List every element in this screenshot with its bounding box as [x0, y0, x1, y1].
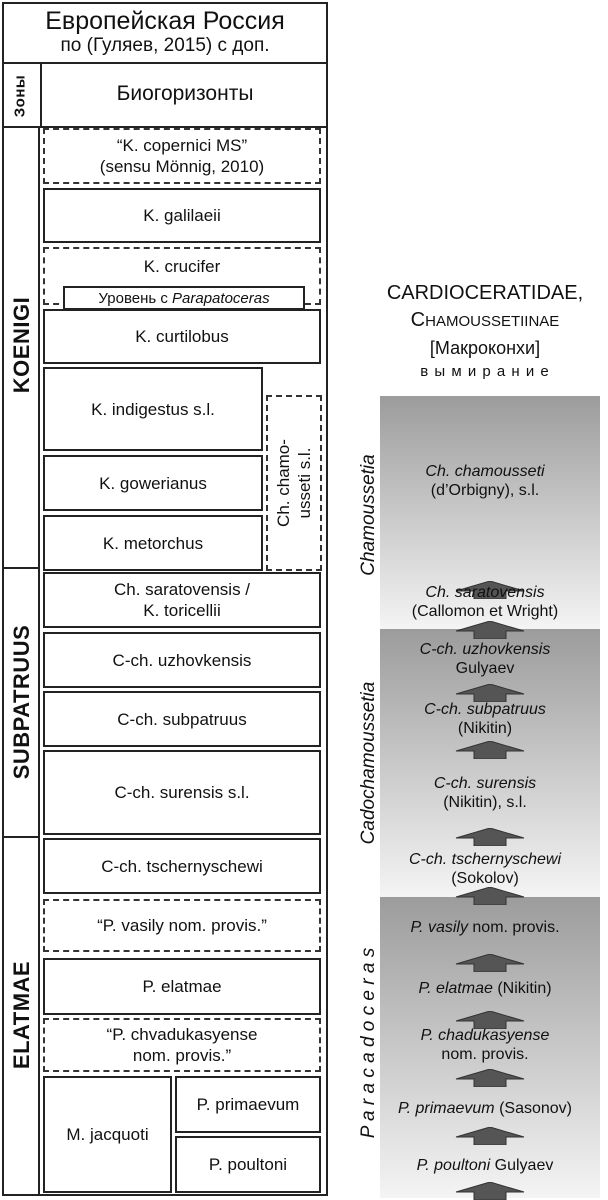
biohorizon-copernici-line1: “K. copernici MS” — [116, 136, 248, 155]
up-arrow-icon — [452, 887, 528, 905]
biohorizon-chvadukasyense-line1: “P. chvadukasyense — [106, 1025, 258, 1044]
biohorizon-uzhovkensis-label: C-ch. uzhovkensis — [112, 650, 252, 670]
zone-subpatruus: SUBPATRUUS — [9, 624, 34, 780]
subfamily-name: CHAMOUSSETIINAE — [410, 309, 560, 331]
biohorizon-elatmae-label: P. elatmae — [142, 977, 222, 996]
extinction-label: в ы м и р а н и е — [420, 363, 550, 380]
biohorizon-saratovensis — [43, 572, 321, 628]
biohorizons-header-label: Биогоризонты — [116, 82, 254, 105]
biohorizon-curtilobus-label: K. curtilobus — [135, 327, 229, 346]
biohorizon-gowerianus — [43, 455, 263, 511]
biohorizon-copernici-line2: (sensu Mönnig, 2010) — [99, 157, 265, 176]
biohorizon-tschernyschewi-label: C-ch. tschernyschewi — [101, 856, 263, 876]
right-panel-title — [362, 282, 608, 380]
biohorizon-jacquoti-label: M. jacquoti — [66, 1125, 149, 1144]
biohorizon-crucifer-label: K. crucifer — [143, 257, 221, 276]
table-header — [2, 2, 328, 64]
zone-elatmae: ELATMAE — [9, 960, 34, 1070]
zone-divider — [2, 836, 40, 838]
chamousseti-side-line1: Ch. chamo- — [274, 439, 293, 527]
biohorizon-chvadukasyense — [43, 1018, 321, 1072]
biohorizon-copernici — [43, 128, 321, 184]
biohorizon-metorchus — [43, 515, 263, 571]
biohorizon-surensis-label: C-ch. surensis s.l. — [114, 783, 250, 802]
biohorizon-curtilobus — [43, 309, 321, 364]
biohorizon-vasily — [43, 899, 321, 952]
biohorizons-header — [40, 62, 328, 128]
species-vasily: P. vasily nom. provis. — [410, 919, 560, 936]
biohorizon-saratovensis-line2: K. toricellii — [143, 601, 221, 620]
biohorizon-poultoni — [175, 1136, 321, 1193]
genus-chamoussetia: Chamoussetia — [358, 454, 379, 576]
up-arrow-icon — [452, 621, 528, 639]
species-primaevum: P. primaevum (Sasonov) — [397, 1100, 572, 1117]
species-saratovensis: Ch. saratovensis (Callomon et Wright) — [411, 584, 559, 620]
up-arrow-icon — [452, 741, 528, 759]
biohorizon-indigestus — [43, 367, 263, 451]
species-tschernyschewi: C-ch. tschernyschewi (Sokolov) — [408, 851, 562, 887]
biohorizon-indigestus-label: K. indigestus s.l. — [91, 399, 215, 419]
biohorizon-galilaeii — [43, 188, 321, 243]
species-surensis: C-ch. surensis (Nikitin), s.l. — [433, 775, 537, 811]
parapatoceras-level — [63, 286, 305, 310]
species-chamousseti: Ch. chamousseti (d’Orbigny), s.l. — [425, 463, 545, 499]
biohorizon-primaevum-label: P. primaevum — [196, 1095, 300, 1114]
biohorizon-primaevum — [175, 1076, 321, 1133]
genus-cadochamoussetia: Cadochamoussetia — [358, 681, 379, 845]
biohorizon-chvadukasyense-line2: nom. provis.” — [132, 1046, 232, 1065]
biohorizon-poultoni-label: P. poultoni — [208, 1155, 288, 1174]
morph-label: [Макроконхи] — [429, 338, 541, 358]
species-uzhovkensis: C-ch. uzhovkensis Gulyaev — [419, 641, 551, 677]
biohorizon-metorchus-label: K. metorchus — [102, 533, 204, 553]
up-arrow-icon — [452, 1182, 528, 1200]
biohorizon-vasily-label: “P. vasily nom. provis.” — [97, 916, 267, 935]
header-title: Европейская Россия — [45, 7, 285, 35]
species-chadukasyense: P. chadukasyense nom. provis. — [420, 1027, 550, 1063]
species-elatmae: P. elatmae (Nikitin) — [418, 980, 552, 997]
genus-paracadoceras: P a r a c a d o c e r a s — [358, 947, 379, 1139]
up-arrow-icon — [452, 828, 528, 846]
species-subpatruus: C-ch. subpatruus (Nikitin) — [424, 701, 546, 737]
family-name: CARDIOCERATIDAE, — [386, 282, 584, 304]
chamousseti-side-line2: usseti s.l. — [295, 447, 314, 519]
biohorizon-subpatruus-label: C-ch. subpatruus — [117, 709, 247, 729]
species-poultoni: P. poultoni Gulyaev — [416, 1157, 554, 1174]
biohorizon-chamousseti-side — [266, 395, 322, 571]
zones-header-label: Зоны — [11, 74, 29, 118]
up-arrow-icon — [452, 1127, 528, 1145]
parapatoceras-level-prefix: Уровень с — [98, 289, 173, 307]
biohorizon-elatmae — [43, 958, 321, 1015]
zone-koenigi: KOENIGI — [9, 296, 34, 394]
header-subtitle: по (Гуляев, 2015) с доп. — [60, 35, 270, 56]
biohorizon-surensis — [43, 750, 321, 835]
biohorizon-galilaeii-label: K. galilaeii — [143, 206, 221, 225]
biohorizon-uzhovkensis — [43, 632, 321, 688]
up-arrow-icon — [452, 1069, 528, 1087]
biohorizon-subpatruus — [43, 691, 321, 747]
parapatoceras-level-genus: Parapatoceras — [172, 289, 270, 307]
biohorizon-jacquoti — [43, 1076, 172, 1193]
zone-divider — [2, 567, 40, 569]
biohorizon-gowerianus-label: K. gowerianus — [99, 473, 207, 493]
biohorizon-tschernyschewi — [43, 838, 321, 894]
biohorizon-saratovensis-line1: Ch. saratovensis / — [113, 580, 251, 599]
up-arrow-icon — [452, 954, 528, 972]
